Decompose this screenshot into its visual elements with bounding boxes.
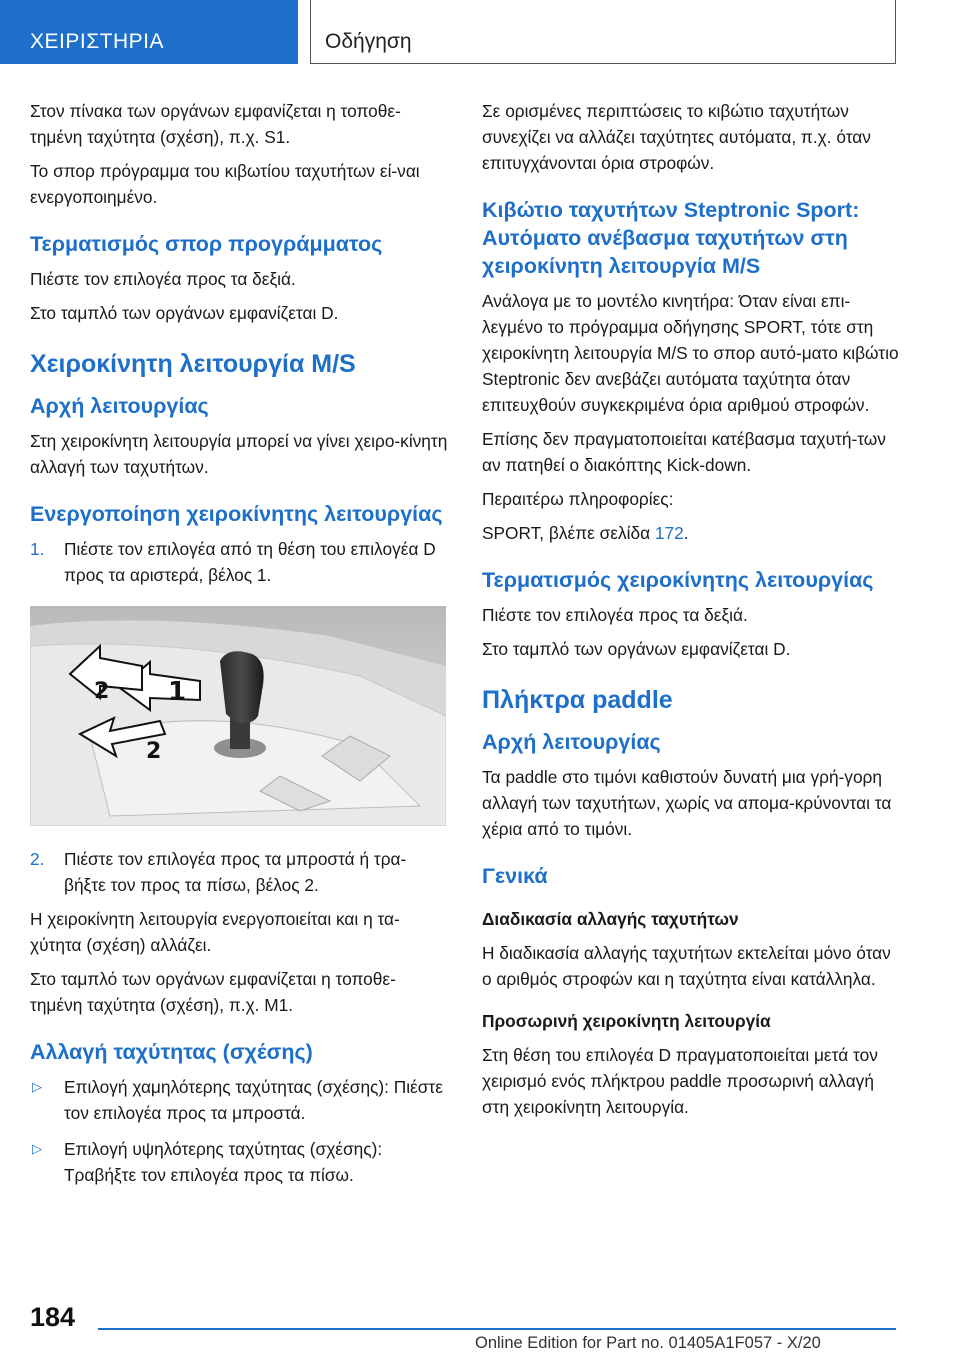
heading-principle: Αρχή λειτουργίας [30,394,209,418]
heading-manual-mode: Χειροκίνητη λειτουργία M/S [30,350,356,378]
heading-general: Γενικά [482,864,548,888]
list-item [30,1074,448,1126]
paragraph: Στη χειροκίνητη λειτουργία μπορεί να γίνει χειρο-κίνητη αλλαγή των ταχυτήτων. [30,431,448,477]
paragraph: Στο ταμπλό των οργάνων εμφανίζεται D. [30,303,339,323]
step-text: Πιέστε τον επιλογέα από τη θέση του επιλογέα D προς τα αριστερά, βέλος 1. [64,539,436,585]
chapter-tab[interactable]: ΧΕΙΡΙΣΤΗΡΙΑ [0,0,298,64]
left-column [30,98,448,1198]
triangle-bullet-icon: ▷ [32,1141,42,1156]
paragraph: Στη θέση του επιλογέα D πραγματοποιείται μετά τον χειρισμό ενός πλήκτρου paddle προσωρινή αλλαγή στη χειροκίνητη λειτουργία. [482,1045,878,1117]
paragraph: Σε ορισμένες περιπτώσεις το κιβώτιο ταχυτήτων συνεχίζει να αλλάζει ταχύτητες αυτόματα, π.χ. όταν επιτυγχάνονται όρια στροφών. [482,101,871,173]
step-2 [30,846,448,898]
paragraph: Η διαδικασία αλλαγής ταχυτήτων εκτελείται μόνο όταν ο αριθμός στροφών και η ταχύτητα είναι κατάλληλα. [482,943,891,989]
ref-suffix: . [683,523,689,543]
step-number: 1. [30,539,45,559]
heading-sport-end: Τερματισμός σπορ προγράμματος [30,232,383,256]
paragraph: Πιέστε τον επιλογέα προς τα δεξιά. [482,605,748,625]
step-text: Πιέστε τον επιλογέα προς τα μπροστά ή τρα-βήξτε τον προς τα πίσω, βέλος 2. [64,849,407,895]
paragraph: Το σπορ πρόγραμμα του κιβωτίου ταχυτήτων εί-ναι ενεργοποιημένο. [30,161,420,207]
heading-manual-end: Τερματισμός χειροκίνητης λειτουργίας [482,568,874,592]
heading-temporary-manual: Προσωρινή χειροκίνητη λειτουργία [482,1011,771,1031]
step-number: 2. [30,849,45,869]
heading-activate-manual: Ενεργοποίηση χειροκίνητης λειτουργίας [30,502,443,526]
step-1 [30,536,448,588]
arrow-label-2: 2 [146,739,162,764]
footer-divider [98,1328,896,1330]
paragraph: Περαιτέρω πληροφορίες: [482,489,674,509]
edition-note: Online Edition for Part no. 01405A1F057 - X/20 [475,1334,821,1352]
triangle-bullet-icon: ▷ [32,1079,42,1094]
heading-steptronic: Κιβώτιο ταχυτήτων Steptronic Sport: Αυτόματο ανέβασμα ταχυτήτων στη χειροκίνητη λειτουργία M/S [482,198,860,278]
ref-prefix: SPORT, βλέπε σελίδα [482,523,655,543]
page-number: 184 [30,1302,76,1332]
gear-selector-illustration [30,606,446,826]
page-link[interactable]: 172 [654,523,684,543]
list-item-text: Επιλογή χαμηλότερης ταχύτητας (σχέσης): Πιέστε τον επιλογέα προς τα μπροστά. [64,1077,443,1123]
paragraph: Η χειροκίνητη λειτουργία ενεργοποιείται και η τα-χύτητα (σχέση) αλλάζει. [30,909,400,955]
heading-gear-change: Αλλαγή ταχύτητας (σχέσης) [30,1040,313,1064]
section-title: Οδήγηση [310,0,896,64]
paragraph: Στον πίνακα των οργάνων εμφανίζεται η τοποθε-τημένη ταχύτητα (σχέση), π.χ. S1. [30,101,401,147]
arrow-label-2: 2 [94,679,110,704]
list-item-text: Επιλογή υψηλότερης ταχύτητας (σχέσης): Τραβήξτε τον επιλογέα προς τα πίσω. [64,1139,383,1185]
paragraph: Στο ταμπλό των οργάνων εμφανίζεται η τοποθε-τημένη ταχύτητα (σχέση), π.χ. M1. [30,969,396,1015]
list-item [30,1136,448,1188]
paragraph-sport-ref [482,520,902,546]
paragraph: Στο ταμπλό των οργάνων εμφανίζεται D. [482,639,791,659]
arrow-label-1: 1 [168,677,187,707]
paragraph: Τα paddle στο τιμόνι καθιστούν δυνατή μια γρή-γορη αλλαγή των ταχυτήτων, χωρίς να απομα-κρύνονται τα χέρια από το τιμόνι. [482,767,892,839]
heading-principle: Αρχή λειτουργίας [482,730,661,754]
paragraph: Πιέστε τον επιλογέα προς τα δεξιά. [30,269,296,289]
paragraph: Ανάλογα με το μοντέλο κινητήρα: Όταν είναι επι-λεγμένο το πρόγραμμα οδήγησης SPORT, τότε στη χειροκίνητη λειτουργία M/S το σπορ αυτό-ματο κιβώτιο Steptronic δεν ανεβάζει αυτόματα ταχύτητα όταν επιτευχθούν συγκεκριμένα όρια αριθμού στροφών. [482,291,899,415]
right-column [482,98,902,1128]
heading-paddles: Πλήκτρα paddle [482,686,673,714]
heading-shift-procedure: Διαδικασία αλλαγής ταχυτήτων [482,909,739,929]
paragraph: Επίσης δεν πραγματοποιείται κατέβασμα ταχυτή-των αν πατηθεί ο διακόπτης Kick-down. [482,429,886,475]
